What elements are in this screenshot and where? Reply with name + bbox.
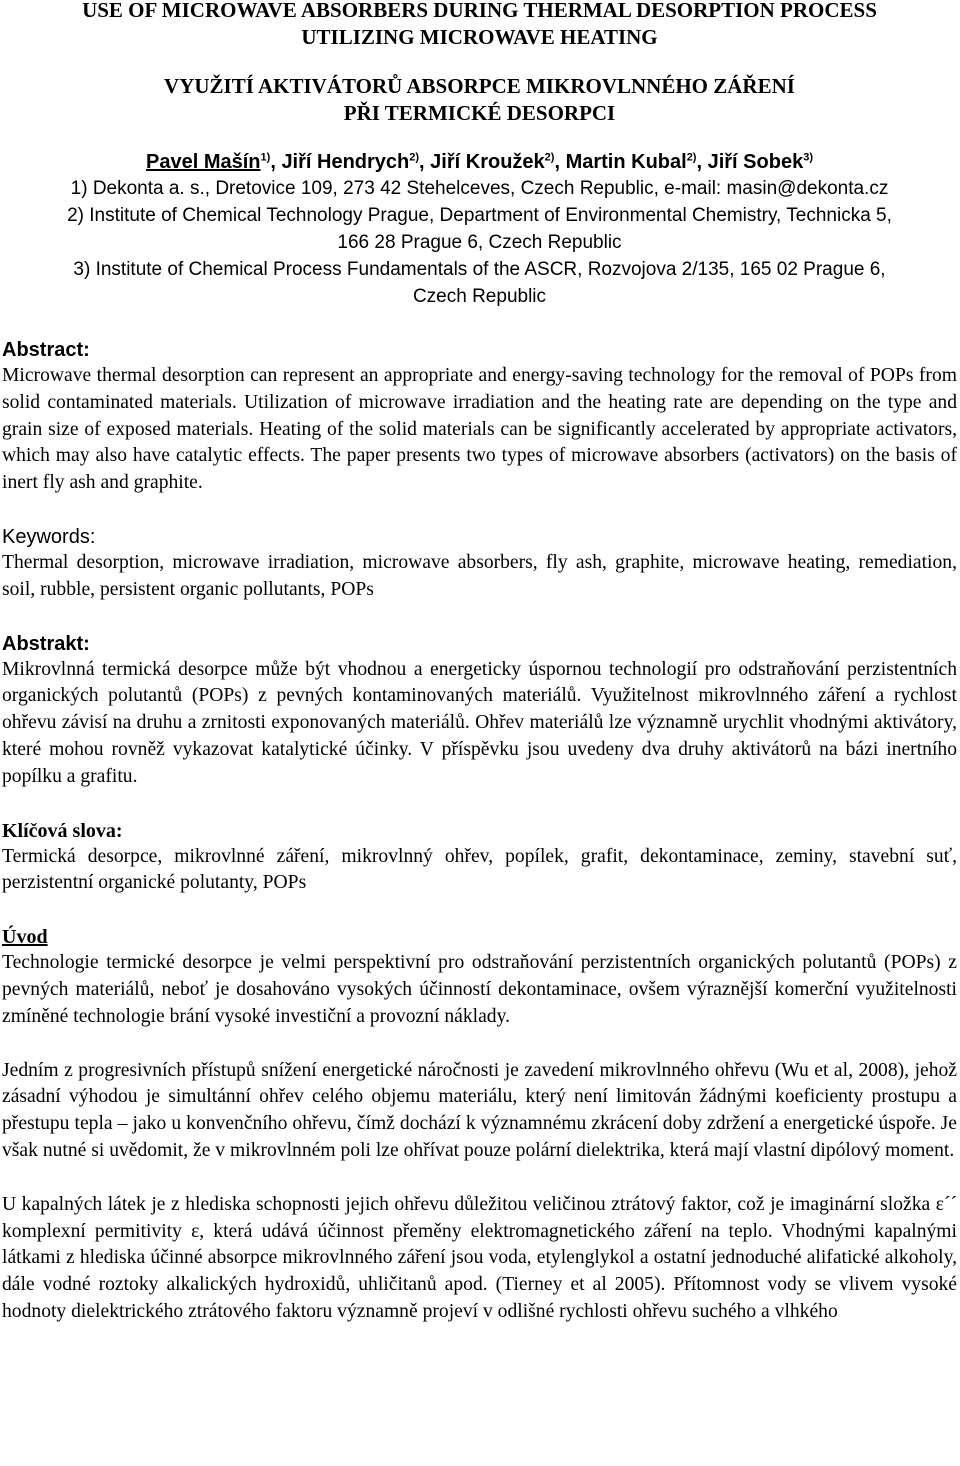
uvod-heading: Úvod xyxy=(2,926,48,949)
klicova-slova-text: Termická desorpce, mikrovlnné záření, mikrovlnný ohřev, popílek, grafit, dekontaminace, zeminy, stavební suť, perzistentní organické polutanty, POPs xyxy=(2,845,957,894)
author-separator: , xyxy=(696,151,708,173)
abstrakt-text: Mikrovlnná termická desorpce může být vhodnou a energeticky úspornou technologií pro odstraňování perzistentních organických polutantů (POPs) z pevných kontaminovaných materiálů. Využitelnost mikrovlnného záření a rychlost ohřevu závisí na druhu a zrnitosti exponovaných materiálů. Ohřev materiálů lze významně urychlit vhodnými aktivátory, které mohou rovněž vykazovat katalytické účinky. V příspěvku jsou uvedeny dva druhy aktivátorů na bázi inertního popílku a grafitu. xyxy=(2,658,957,787)
abstract-heading: Abstract: xyxy=(2,339,90,361)
author-name: Jiří Sobek xyxy=(707,151,804,173)
author-affiliation-mark: 1) xyxy=(260,151,271,164)
title-english-line-1: USE OF MICROWAVE ABSORBERS DURING THERMAL DESORPTION PROCESS xyxy=(82,0,877,22)
title-english xyxy=(2,0,957,51)
author-name: Pavel Mašín xyxy=(146,151,261,173)
title-czech xyxy=(2,73,957,127)
title-czech-line-1: VYUŽITÍ AKTIVÁTORŮ ABSORPCE MIKROVLNNÉHO ZÁŘENÍ xyxy=(164,74,795,98)
author-name: Martin Kubal xyxy=(565,151,687,173)
author-affiliation-mark: 3) xyxy=(803,151,813,164)
author-separator: , xyxy=(270,151,282,173)
uvod-paragraph-2: Jedním z progresivních přístupů snížení energetické náročnosti je zavedení mikrovlnného ohřevu (Wu et al, 2008), jehož zásadní výhodou je simultánní ohřev celého objemu materiálu, který není limitován žádnými koeficienty prostupu a přestupu tepla – jako u konvenčního ohřevu, čímž dochází k významnému zkrácení doby zdržení a energetické úspoře. Je však nutné si uvědomit, že v mikrovlnném poli lze ohřívat pouze polární dielektrika, která mají vlastní dipólový moment. xyxy=(2,1059,957,1161)
author-affiliation-mark: 2) xyxy=(544,151,555,164)
uvod-paragraph-1: Technologie termické desorpce je velmi perspektivní pro odstraňování perzistentních organických polutantů (POPs) z pevných materiálů, neboť je dosahováno vysokých účinností dekontaminace, ovšem výraznější komerční využitelnosti zmíněné technologie brání vysoké investiční a provozní náklady. xyxy=(2,952,957,1027)
klicova-slova-heading: Klíčová slova: xyxy=(2,819,123,842)
uvod-paragraph-3: U kapalných látek je z hlediska schopnosti jejich ohřevu důležitou veličinou ztrátový faktor, což je imaginární složka ε´´ komplexní permitivity ε, která udává účinnost přeměny elektromagnetického záření na teplo. Vhodnými kapalnými látkami z hlediska účinné absorpce mikrovlnného záření jsou voda, etylenglykol a ostatní jednoduché alifatické alkoholy, dále vodné roztoky alkalických hydroxidů, uhličitanů apod. (Tierney et al 2005). Přítomnost vody se vlivem vysoké hodnoty dielektrického ztrátového faktoru významně projeví v odlišné rychlosti ohřevu suchého a vlhkého xyxy=(2,1193,957,1322)
author-affiliation-mark: 2) xyxy=(686,151,697,164)
author-separator: , xyxy=(554,151,566,173)
affiliation-3-line-2: Czech Republic xyxy=(412,286,547,307)
affiliation-3-line-1: 3) Institute of Chemical Process Fundamentals of the ASCR, Rozvojova 2/135, 165 02 Prague 6, xyxy=(73,259,886,280)
affiliation-2-line-1: 2) Institute of Chemical Technology Prague, Department of Environmental Chemistry, Technicka 5, xyxy=(67,205,892,226)
affiliations xyxy=(2,175,957,310)
author-name: Jiří Kroužek xyxy=(430,151,545,173)
title-english-line-2: UTILIZING MICROWAVE HEATING xyxy=(301,25,658,49)
author-list xyxy=(2,149,957,175)
author-name: Jiří Hendrych xyxy=(281,151,410,173)
keywords-text: Thermal desorption, microwave irradiation, microwave absorbers, fly ash, graphite, microwave heating, remediation, soil, rubble, persistent organic pollutants, POPs xyxy=(2,551,957,600)
affiliation-1: 1) Dekonta a. s., Dretovice 109, 273 42 Stehelceves, Czech Republic, e-mail: masin@dekonta.cz xyxy=(70,178,889,199)
abstract-text: Microwave thermal desorption can represent an appropriate and energy-saving technology for the removal of POPs from solid contaminated materials. Utilization of microwave irradiation and the heating rate are depending on the type and grain size of exposed materials. Heating of the solid materials can be significantly accelerated by appropriate activators, which may also have catalytic effects. The paper presents two types of microwave absorbers (activators) on the basis of inert fly ash and graphite. xyxy=(2,365,957,494)
title-czech-line-2: PŘI TERMICKÉ DESORPCI xyxy=(343,101,616,125)
affiliation-2-line-2: 166 28 Prague 6, Czech Republic xyxy=(337,232,622,253)
abstrakt-heading: Abstrakt: xyxy=(2,632,90,655)
author-separator: , xyxy=(419,151,431,173)
keywords-heading: Keywords: xyxy=(2,525,96,548)
author-affiliation-mark: 2) xyxy=(409,151,420,164)
